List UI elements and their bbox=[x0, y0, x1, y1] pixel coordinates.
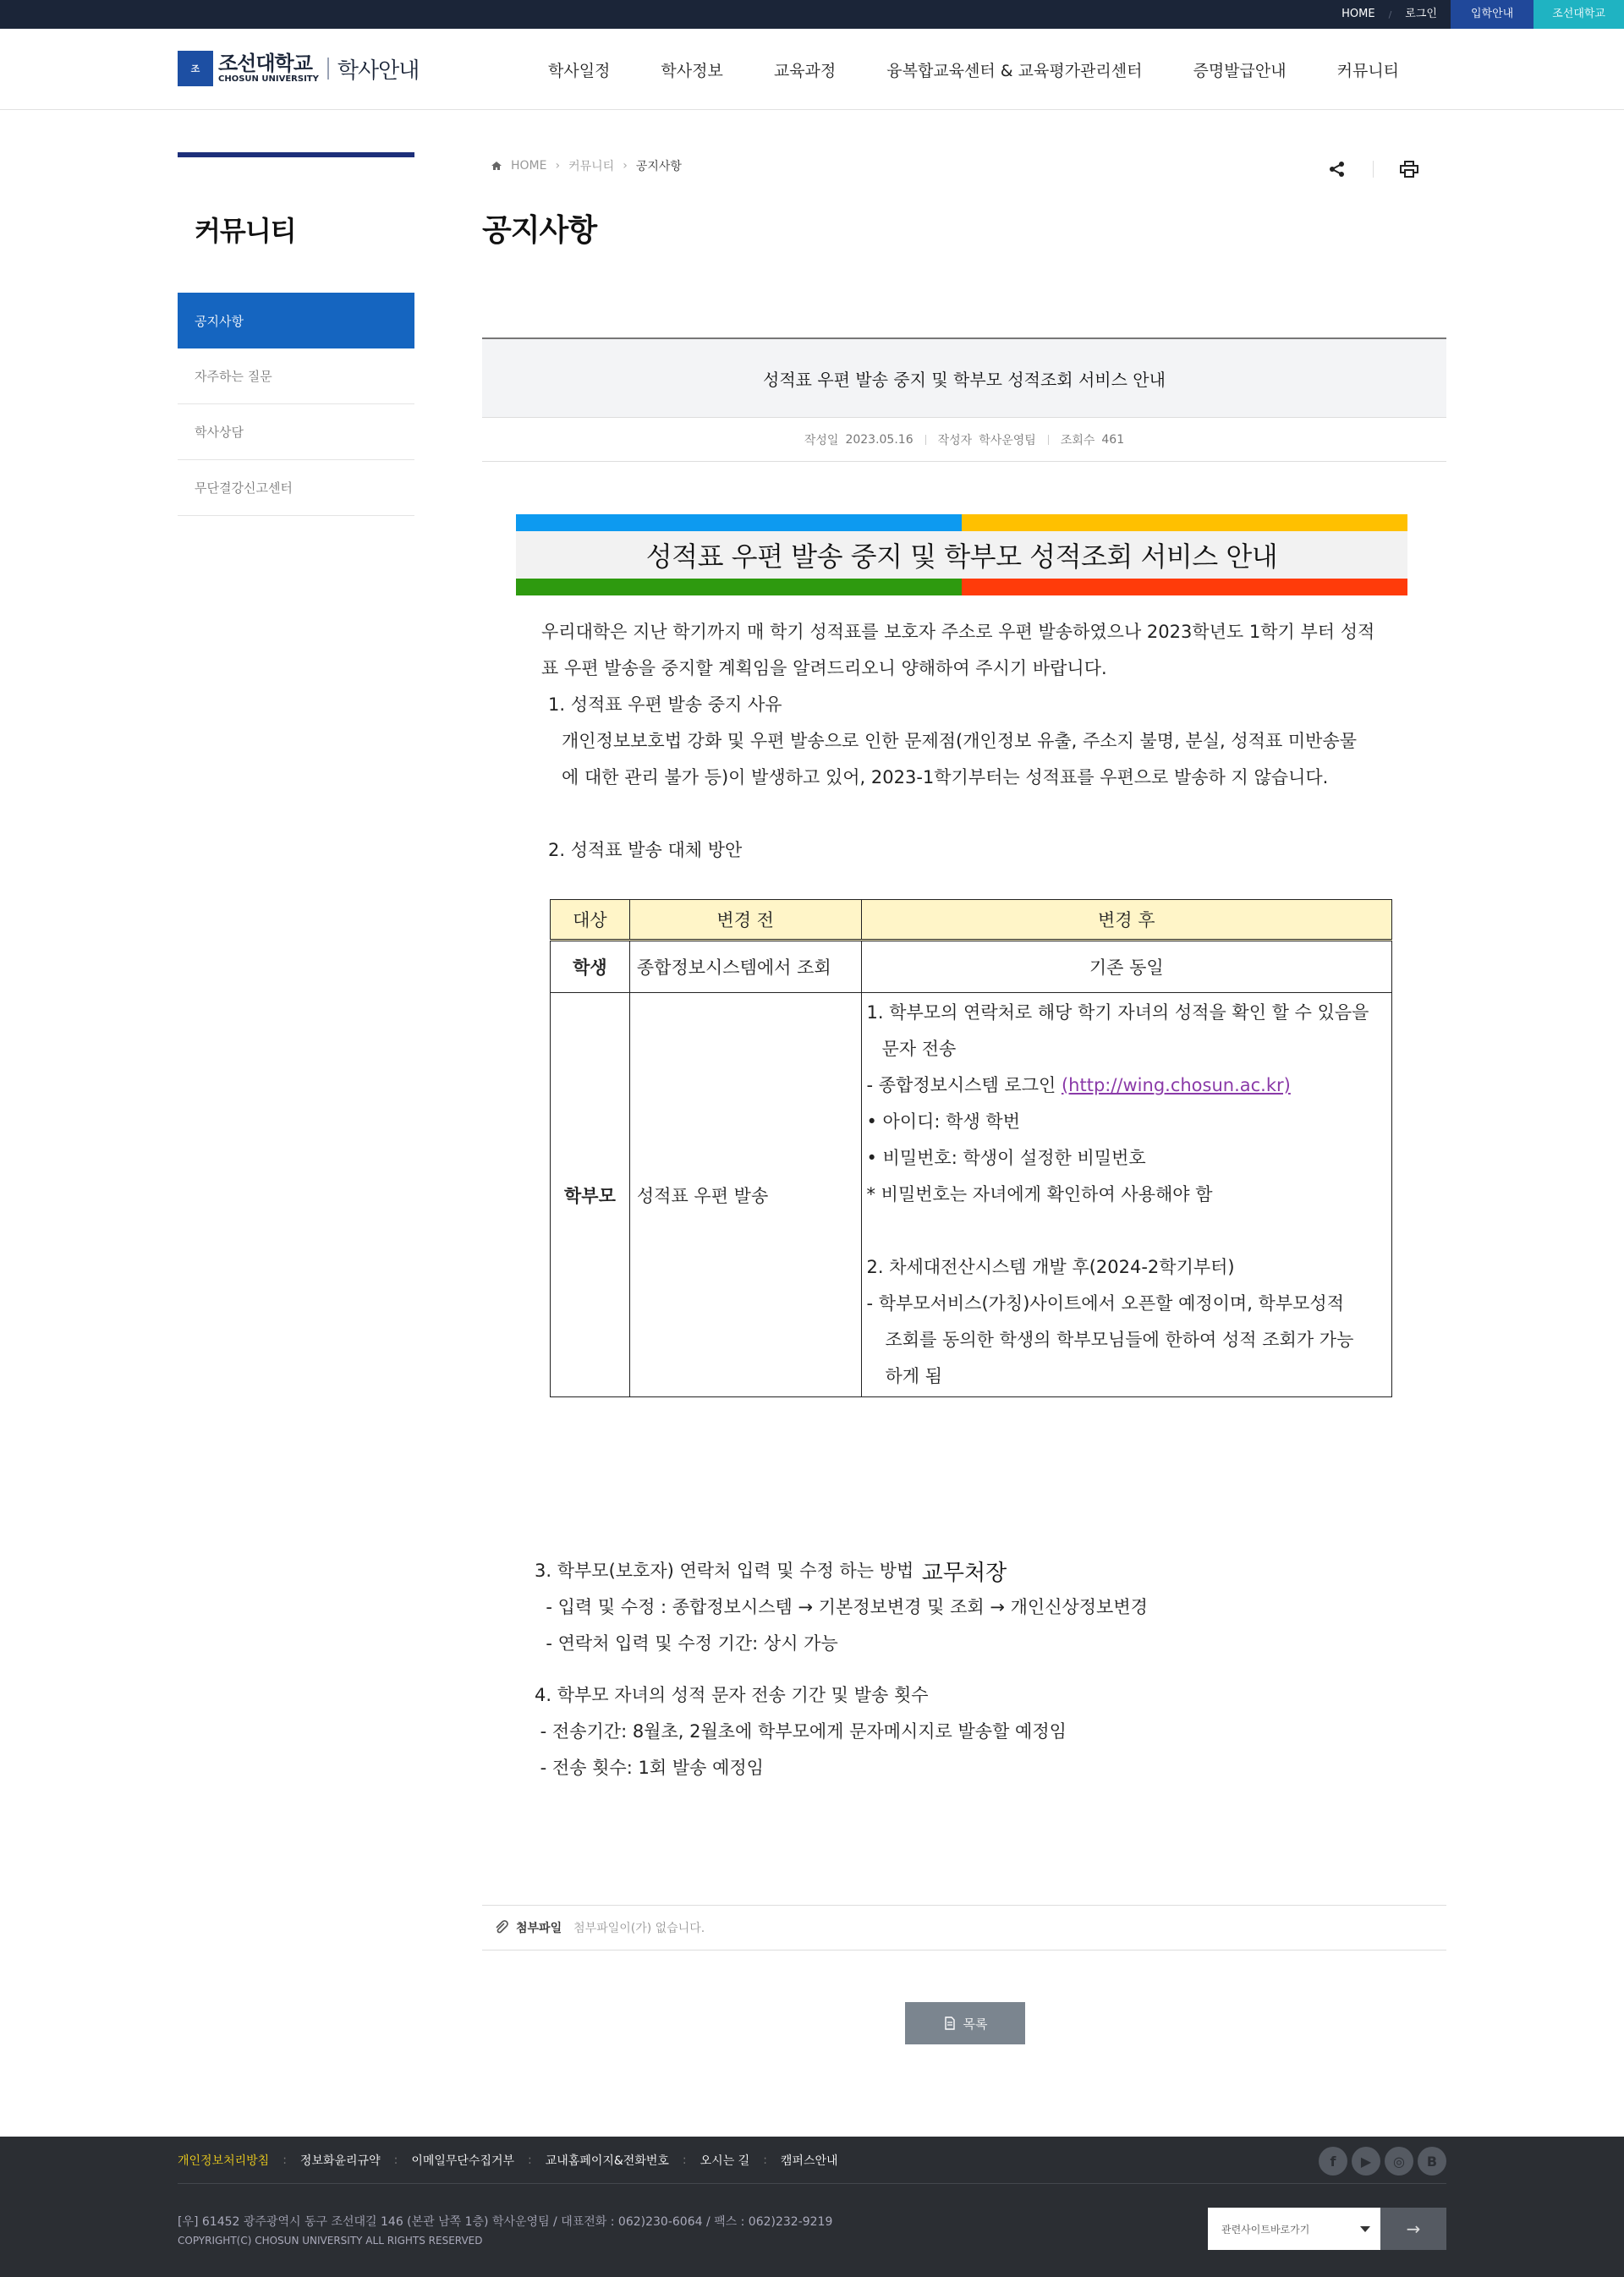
nav-convergence-center[interactable]: 융복합교육센터 & 교육평가관리센터 bbox=[886, 61, 1143, 80]
section-1 bbox=[548, 687, 1394, 796]
home-icon bbox=[491, 160, 502, 172]
youtube-icon[interactable]: ▶ bbox=[1352, 2147, 1380, 2175]
parent-after-line: 하게 됨 bbox=[885, 1366, 943, 1386]
student-after: 기존 동일 bbox=[861, 941, 1392, 993]
attachment-value: 첨부파일이(가) 없습니다. bbox=[573, 1922, 705, 1935]
parent-after-line: 문자 전송 bbox=[881, 1039, 957, 1059]
footer-link-ethics[interactable]: 정보화윤리규약 bbox=[299, 2154, 381, 2168]
post-meta bbox=[482, 418, 1446, 462]
instagram-icon[interactable]: ◎ bbox=[1385, 2147, 1413, 2175]
banner-stripe-yellow bbox=[962, 514, 1407, 531]
table-row bbox=[551, 993, 1392, 1397]
caret-down-icon bbox=[1360, 2226, 1370, 2232]
footer-divider: : bbox=[763, 2153, 767, 2167]
parent-after-line: - 종합정보시스템 로그인 bbox=[866, 1075, 1062, 1095]
parent-target: 학부모 bbox=[551, 993, 630, 1397]
page-tools bbox=[1325, 157, 1421, 181]
related-sites-select[interactable] bbox=[1208, 2208, 1380, 2250]
post-views: 461 bbox=[1101, 432, 1125, 447]
section-3-line: - 입력 및 수정 : 종합정보시스템 → 기본정보변경 및 조회 → 개인신상정보변경 bbox=[535, 1597, 1148, 1617]
sidebar-item-notice[interactable]: 공지사항 bbox=[178, 293, 414, 348]
section-3-title: 3. 학부모(보호자) 연락처 입력 및 수정 하는 방법 bbox=[535, 1561, 914, 1581]
parent-after-line: • 비밀번호: 학생이 설정한 비밀번호 bbox=[866, 1148, 1146, 1168]
university-emblem-icon: 조 bbox=[178, 51, 213, 86]
footer-divider: : bbox=[682, 2153, 687, 2167]
table-header-after: 변경 후 bbox=[861, 900, 1392, 941]
notice-banner bbox=[516, 514, 1407, 595]
table-row bbox=[551, 941, 1392, 993]
list-button[interactable] bbox=[905, 2002, 1025, 2044]
post-author: 학사운영팀 bbox=[979, 433, 1036, 447]
admission-link[interactable]: 입학안내 bbox=[1451, 0, 1533, 29]
banner-stripe-green bbox=[516, 579, 962, 595]
footer-address: [우] 61452 광주광역시 동구 조선대길 146 (본관 남쪽 1층) 학사운영팀 / 대표전화 : 062)230-6064 / 팩스 : 062)232-9219 bbox=[178, 2215, 833, 2229]
sidebar-item-counseling[interactable]: 학사상담 bbox=[178, 404, 414, 460]
breadcrumb-home[interactable]: HOME bbox=[511, 159, 547, 173]
tools-divider bbox=[1373, 161, 1374, 178]
share-icon bbox=[1329, 161, 1346, 178]
parent-after-line: * 비밀번호는 자녀에게 확인하여 사용해야 함 bbox=[866, 1184, 1213, 1204]
site-footer bbox=[0, 2137, 1624, 2277]
student-before: 종합정보시스템에서 조회 bbox=[629, 941, 861, 993]
sns-links bbox=[1314, 2147, 1446, 2175]
intro-paragraph bbox=[541, 614, 1387, 687]
date-label: 작성일 bbox=[804, 433, 839, 447]
post-title: 성적표 우편 발송 중지 및 학부모 성적조회 서비스 안내 bbox=[763, 369, 1166, 390]
university-link[interactable]: 조선대학교 bbox=[1533, 0, 1624, 29]
nav-community[interactable]: 커뮤니티 bbox=[1336, 61, 1400, 80]
section-4-line: - 전송기간: 8월초, 2월초에 학부모에게 문자메시지로 발송할 예정임 bbox=[535, 1721, 1067, 1742]
share-button[interactable] bbox=[1325, 157, 1349, 181]
print-button[interactable] bbox=[1397, 157, 1421, 181]
post-date: 2023.05.16 bbox=[845, 432, 914, 447]
intro-line: 표 우편 발송을 중지할 계획임을 알려드리오니 양해하여 주시기 바랍니다. bbox=[541, 658, 1107, 678]
blog-icon[interactable]: B bbox=[1418, 2147, 1446, 2175]
parent-after bbox=[861, 993, 1392, 1397]
attachment-row bbox=[482, 1905, 1446, 1951]
breadcrumb-current: 공지사항 bbox=[635, 160, 682, 173]
sidebar-menu bbox=[178, 293, 414, 516]
arrow-right-icon: → bbox=[1406, 2219, 1421, 2239]
post-title-bar bbox=[482, 337, 1446, 418]
sidebar-item-faq[interactable]: 자주하는 질문 bbox=[178, 348, 414, 404]
sidebar bbox=[178, 152, 414, 516]
main-nav bbox=[548, 29, 1399, 110]
home-link[interactable]: HOME bbox=[1341, 8, 1375, 20]
footer-link-campus[interactable]: 캠퍼스안내 bbox=[780, 2154, 838, 2168]
breadcrumb bbox=[491, 157, 682, 174]
sidebar-title: 커뮤니티 bbox=[195, 215, 296, 247]
login-link[interactable]: 로그인 bbox=[1405, 8, 1437, 20]
section-4 bbox=[535, 1677, 1380, 1786]
footer-links bbox=[178, 2137, 1446, 2184]
chevron-right-icon: › bbox=[623, 159, 628, 173]
attachment-label: 첨부파일 bbox=[516, 1922, 562, 1935]
list-button-label: 목록 bbox=[963, 2016, 988, 2032]
breadcrumb-level1[interactable]: 커뮤니티 bbox=[568, 160, 615, 173]
footer-link-privacy[interactable]: 개인정보처리방침 bbox=[178, 2154, 270, 2168]
footer-copyright: COPYRIGHT(C) CHOSUN UNIVERSITY ALL RIGHTS RESERVED bbox=[178, 2235, 483, 2247]
related-sites-go-button[interactable] bbox=[1380, 2208, 1446, 2250]
parent-before: 성적표 우편 발송 bbox=[629, 993, 861, 1397]
nav-academic-info[interactable]: 학사정보 bbox=[661, 61, 723, 80]
nav-academic-calendar[interactable]: 학사일정 bbox=[548, 61, 611, 80]
sidebar-item-absence-report[interactable]: 무단결강신고센터 bbox=[178, 460, 414, 516]
logo-korean: 조선대학교 bbox=[218, 52, 312, 75]
meta-divider bbox=[925, 435, 926, 445]
section-4-title: 4. 학부모 자녀의 성적 문자 전송 기간 및 발송 횟수 bbox=[535, 1685, 929, 1705]
site-name: 학사안내 bbox=[337, 58, 420, 84]
footer-address-block bbox=[178, 2213, 832, 2250]
top-utility-bar bbox=[0, 0, 1624, 29]
footer-divider: : bbox=[393, 2153, 398, 2167]
meta-divider bbox=[1048, 435, 1049, 445]
parent-after-line: 2. 차세대전산시스템 개발 후(2024-2학기부터) bbox=[866, 1257, 1235, 1277]
logo-english: CHOSUN UNIVERSITY bbox=[218, 74, 319, 84]
banner-stripe-blue bbox=[516, 514, 962, 531]
author-label: 작성자 bbox=[937, 433, 973, 447]
table-header-target: 대상 bbox=[551, 900, 630, 941]
site-header bbox=[0, 29, 1624, 110]
footer-link-homepages[interactable]: 교내홈페이지&전화번호 bbox=[545, 2154, 669, 2168]
related-sites-label: 관련사이트바로가기 bbox=[1221, 2223, 1310, 2236]
utility-links bbox=[1328, 0, 1624, 29]
facebook-icon[interactable]: f bbox=[1319, 2147, 1347, 2175]
print-icon bbox=[1400, 161, 1418, 178]
section-1-line: 에 대한 관리 불가 등)이 발생하고 있어, 2023-1학기부터는 성적표를 우편으로 발송하 지 않습니다. bbox=[562, 767, 1329, 787]
signature: 교무처장 bbox=[921, 1561, 1007, 1586]
blank-line bbox=[867, 1213, 1387, 1249]
parent-after-login-line bbox=[867, 1067, 1387, 1104]
site-logo[interactable] bbox=[178, 51, 419, 86]
footer-link-email-refusal[interactable]: 이메일무단수집거부 bbox=[411, 2154, 515, 2168]
paperclip-icon bbox=[494, 1920, 509, 1935]
student-target: 학생 bbox=[551, 941, 630, 993]
post-body bbox=[516, 514, 1407, 860]
wing-link[interactable]: (http://wing.chosun.ac.kr) bbox=[1061, 1075, 1291, 1095]
nav-certificate[interactable]: 증명발급안내 bbox=[1193, 61, 1287, 80]
parent-after-line: 조회를 동의한 학생의 학부모님들에 한하여 성적 조회가 가능 bbox=[885, 1330, 1354, 1350]
views-label: 조회수 bbox=[1060, 433, 1095, 447]
section-2-title: 2. 성적표 발송 대체 방안 bbox=[548, 840, 743, 860]
section-4-line: - 전송 횟수: 1회 발송 예정임 bbox=[535, 1758, 764, 1778]
banner-title: 성적표 우편 발송 중지 및 학부모 성적조회 서비스 안내 bbox=[516, 531, 1407, 579]
banner-stripe-red bbox=[962, 579, 1407, 595]
section-3-line: - 연락처 입력 및 수정 기간: 상시 가능 bbox=[535, 1633, 838, 1654]
table-header-before: 변경 전 bbox=[629, 900, 861, 941]
logo-divider bbox=[327, 58, 329, 80]
nav-curriculum[interactable]: 교육과정 bbox=[773, 61, 837, 80]
parent-after-line: 1. 학부모의 연락처로 해당 학기 자녀의 성적을 확인 할 수 있음을 bbox=[866, 1002, 1369, 1023]
separator: / bbox=[1388, 8, 1392, 20]
section-1-title: 1. 성적표 우편 발송 중지 사유 bbox=[548, 694, 782, 715]
document-icon bbox=[943, 2016, 957, 2030]
intro-line: 우리대학은 지난 학기까지 매 학기 성적표를 보호자 주소로 우편 발송하였으나 2023학년도 1학기 부터 성적 bbox=[541, 622, 1375, 642]
chevron-right-icon: › bbox=[555, 159, 561, 173]
footer-divider: : bbox=[528, 2153, 532, 2167]
table-header-row bbox=[551, 900, 1392, 941]
footer-link-directions[interactable]: 오시는 길 bbox=[700, 2154, 750, 2168]
parent-after-line: - 학부모서비스(가칭)사이트에서 오픈할 예정이며, 학부모성적 bbox=[866, 1293, 1344, 1314]
page-title: 공지사항 bbox=[482, 213, 597, 248]
parent-after-line: • 아이디: 학생 학번 bbox=[866, 1111, 1020, 1132]
footer-divider: : bbox=[283, 2153, 287, 2167]
university-name bbox=[218, 52, 319, 85]
section-1-line: 개인정보보호법 강화 및 우편 발송으로 인한 문제점(개인정보 유출, 주소지 불명, 분실, 성적표 미반송물 bbox=[562, 731, 1358, 751]
alternative-plan-table bbox=[550, 899, 1392, 1397]
